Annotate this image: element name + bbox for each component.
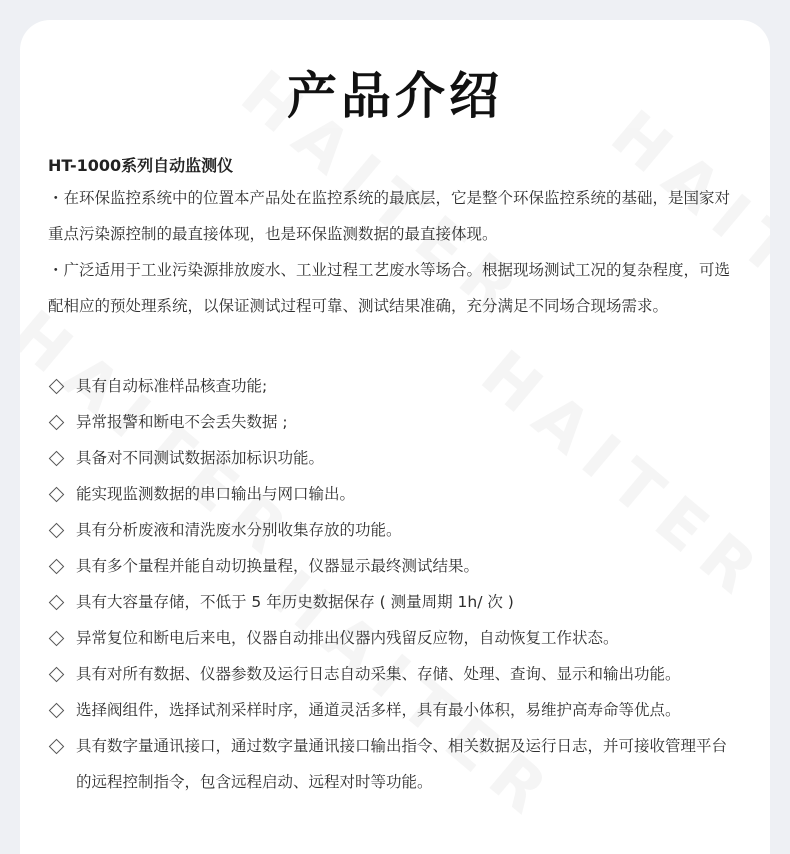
feature-text: 具有对所有数据、仪器参数及运行日志自动采集、存储、处理、查询、显示和输出功能。 [76, 665, 681, 683]
diamond-bullet-icon [49, 739, 65, 755]
feature-item [48, 620, 738, 656]
diamond-bullet-icon [49, 667, 65, 683]
diamond-bullet-icon [49, 523, 65, 539]
content-card [20, 20, 770, 854]
feature-text: 异常报警和断电不会丢失数据 ; [76, 413, 288, 431]
feature-item [48, 656, 738, 692]
feature-text: 能实现监测数据的串口输出与网口输出。 [76, 485, 356, 503]
diamond-bullet-icon [49, 703, 65, 719]
diamond-bullet-icon [49, 487, 65, 503]
feature-item [48, 728, 738, 800]
feature-item [48, 584, 738, 620]
diamond-bullet-icon [49, 451, 65, 467]
feature-text: 异常复位和断电后来电，仪器自动排出仪器内残留反应物，自动恢复工作状态。 [76, 629, 619, 647]
diamond-bullet-icon [49, 379, 65, 395]
feature-text: 具有多个量程并能自动切换量程，仪器显示最终测试结果。 [76, 557, 480, 575]
feature-text: 具有自动标准样品核查功能; [76, 377, 268, 395]
feature-item [48, 692, 738, 728]
feature-text: 具备对不同测试数据添加标识功能。 [76, 449, 325, 467]
feature-list [48, 368, 738, 800]
diamond-bullet-icon [49, 631, 65, 647]
feature-item [48, 548, 738, 584]
page-title: 产品介绍 [287, 66, 503, 125]
feature-item [48, 368, 738, 404]
diamond-bullet-icon [49, 595, 65, 611]
intro-paragraph: ・在环保监控系统中的位置本产品处在监控系统的最底层，它是整个环保监控系统的基础，是国家对重点污染源控制的最直接体现，也是环保监测数据的最直接体现。 [48, 189, 731, 243]
feature-text: 具有大容量存储，不低于 5 年历史数据保存 ( 测量周期 1h/ 次 ) [76, 593, 514, 611]
application-paragraph: ・广泛适用于工业污染源排放废水、工业过程工艺废水等场合。根据现场测试工况的复杂程度，可选配相应的预处理系统，以保证测试过程可靠、测试结果准确，充分满足不同场合现场需求。 [48, 261, 731, 315]
description-section [48, 154, 738, 800]
feature-text: 具有数字量通讯接口，通过数字量通讯接口输出指令、相关数据及运行日志，并可接收管理平台的远程控制指令，包含远程启动、远程对时等功能。 [76, 737, 728, 791]
feature-item [48, 404, 738, 440]
product-name: HT-1000系列自动监测仪 [48, 156, 234, 175]
feature-text: 具有分析废液和清洗废水分别收集存放的功能。 [76, 521, 402, 539]
feature-text: 选择阀组件，选择试剂采样时序，通道灵活多样，具有最小体积，易维护高寿命等优点。 [76, 701, 681, 719]
feature-item [48, 512, 738, 548]
feature-item [48, 476, 738, 512]
diamond-bullet-icon [49, 559, 65, 575]
diamond-bullet-icon [49, 415, 65, 431]
feature-item [48, 440, 738, 476]
